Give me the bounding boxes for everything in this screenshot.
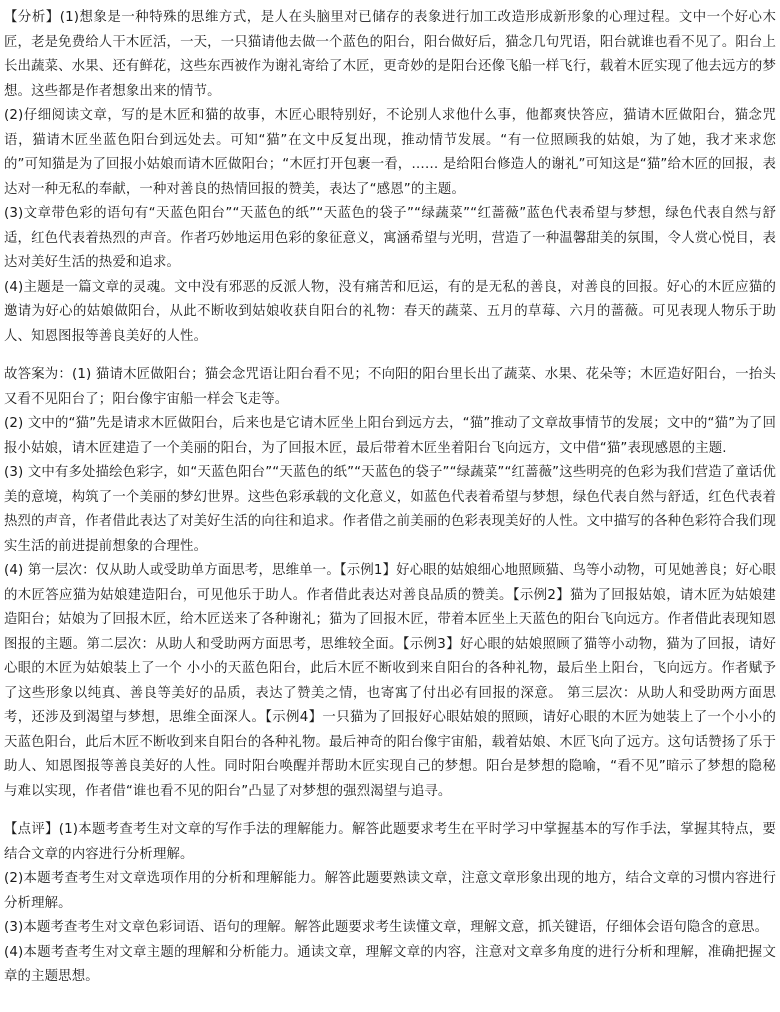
section-spacer (4, 804, 776, 818)
analysis-paragraph-1: 【分析】(1)想象是一种特殊的思维方式，是人在头脑里对已储存的表象进行加工改造形成新形象的心理过程。文中一个好心木匠，老是免费给人干木匠活，一天，一只猫请他去做一个蓝色的阳台，阳台做好后，猫念几句咒语，阳台就谁也看不见了。阳台上长出蔬菜、水果、还有鲜花，这些东西被作为谢礼寄给了木匠，更奇妙的是阳台还像飞船一样飞行，载着木匠实现了他去远方的梦想。这些都是作者想象出来的情节。 (4, 10, 776, 99)
comment-paragraph-4: (4)本题考查考生对文章主题的理解和分析能力。通读文章，理解文章的内容，注意对文章多角度的进行分析和理解，准确把握文章的主题思想。 (4, 944, 776, 984)
comment-section (4, 818, 776, 990)
analysis-paragraph-3: (3)文章带色彩的语句有“天蓝色阳台”“天蓝色的纸”“天蓝色的袋子”“绿蔬菜”“红蔷薇”蓝色代表希望与梦想，绿色代表自然与舒适，红色代表着热烈的声音。作者巧妙地运用色彩的象征意义，寓涵希望与光明，营造了一种温馨甜美的氛围，令人赏心悦目，表达对美好生活的热爱和追求。 (4, 206, 776, 270)
analysis-paragraph-4: (4)主题是一篇文章的灵魂。文中没有邪恶的反派人物，没有痛苦和厄运，有的是无私的善良，对善良的回报。好心的木匠应猫的邀请为好心的姑娘做阳台，从此不断收到姑娘收获自阳台的礼物：春天的蔬菜、五月的草莓、六月的蔷薇。可见表现人物乐于助人、知恩图报等善良美好的人性。 (4, 279, 776, 344)
answer-paragraph-4: (4) 第一层次：仅从助人或受助单方面思考，思维单一。【示例1】好心眼的姑娘细心地照顾猫、鸟等小动物，可见她善良；好心眼的木匠答应猫为姑娘建造阳台，可见他乐于助人。作者借此表达对善良品质的赞美。【示例2】猫为了回报姑娘，请木匠为姑娘建造阳台；姑娘为了回报木匠，给木匠送来了各种谢礼；猫为了回报木匠，带着本匠坐上天蓝色的阳台飞向远方。作者借此表现知恩图报的主题。第二层次：从助人和受助两方面思考，思维较全面。【示例3】好心眼的姑娘照顾了猫等小动物，猫为了回报，请好心眼的木匠为姑娘装上了一个 小小的天蓝色阳台，此后木匠不断收到来自阳台的各种礼物，最后坐上阳台，飞向远方。作者赋予了这些形象以纯真、善良等美好的品质，表达了赞美之情，也寄寓了付出必有回报的深意。 第三层次：从助人和受助两方面思考，还涉及到渴望与梦想，思维全面深人。【示例4】一只猫为了回报好心眼姑娘的照顾，请好心眼的木匠为她装上了一个小小的天蓝色阳台，此后木匠不断收到来自阳台的各种礼物。最后神奇的阳台像宇宙船，载着姑娘、木匠飞向了远方。这句话赞扬了乐于助人、知恩图报等善良美好的人性。同时阳台唤醒并帮助木匠实现自己的梦想。阳台是梦想的隐喻，“看不见”暗示了梦想的隐秘与难以实现，作者借“谁也看不见的阳台”凸显了对梦想的强烈渴望与追寻。 (4, 563, 776, 799)
answer-section (4, 363, 776, 804)
analysis-paragraph-2: (2)仔细阅读文章，写的是木匠和猫的故事，木匠心眼特别好，不论别人求他什么事，他都爽快答应，猫请木匠做阳台，猫念咒语，猫请木匠坐蓝色阳台到远处去。可知“猫”在文中反复出现，推动情节发展。“有一位照顾我的姑娘，为了她，我才来求您的”可知猫是为了回报小姑娘而请木匠做阳台；“木匠打开包裹一看，…… 是给阳台修造人的谢礼”可知这是“猫”给木匠的回报，表达对一种无私的奉献，一种对善良的热情回报的赞美，表达了“感恩”的主题。 (4, 108, 776, 197)
answer-paragraph-3: (3) 文中有多处描绘色彩字，如“天蓝色阳台”“天蓝色的纸”“天蓝色的袋子”“绿蔬菜”“红蔷薇”这些明亮的色彩为我们营造了童话优美的意境，构筑了一个美丽的梦幻世界。这些色彩承载的文化意义，如蓝色代表着希望与梦想，绿色代表自然与舒适，红色代表着热烈的声音，作者借此表达了对美好生活的向往和追求。作者借之前美丽的色彩表现美好的人性。文中描写的各种色彩符合我们现实生活的前进提前想象的合理性。 (4, 465, 776, 554)
comment-paragraph-3: (3)本题考查考生对文章色彩词语、语句的理解。解答此题要求考生读懂文章，理解文意，抓关键语，仔细体会语句隐含的意思。 (4, 920, 769, 935)
comment-paragraph-1: 【点评】(1)本题考查考生对文章的写作手法的理解能力。解答此题要求考生在平时学习中掌握基本的写作手法，掌握其特点，要结合文章的内容进行分析理解。 (4, 822, 776, 862)
answer-paragraph-1: 故答案为：(1) 猫请木匠做阳台；猫会念咒语让阳台看不见；不向阳的阳台里长出了蔬菜、水果、花朵等；木匠造好阳台，一抬头又看不见阳台了；阳台像宇宙船一样会飞走等。 (4, 367, 776, 407)
section-spacer (4, 349, 776, 363)
comment-paragraph-2: (2)本题考查考生对文章选项作用的分析和理解能力。解答此题要熟读文章，注意文章形象出现的地方，结合文章的习惯内容进行分析理解。 (4, 871, 776, 911)
answer-paragraph-2: (2) 文中的“猫”先是请求木匠做阳台，后来也是它请木匠坐上阳台到远方去，“猫”推动了文章故事情节的发展；文中的“猫”为了回报小姑娘，请木匠建造了一个美丽的阳台，为了回报木匠，最后带着木匠坐着阳台飞向远方，文中借“猫”表现感恩的主题. (4, 416, 776, 456)
analysis-section (4, 6, 776, 349)
